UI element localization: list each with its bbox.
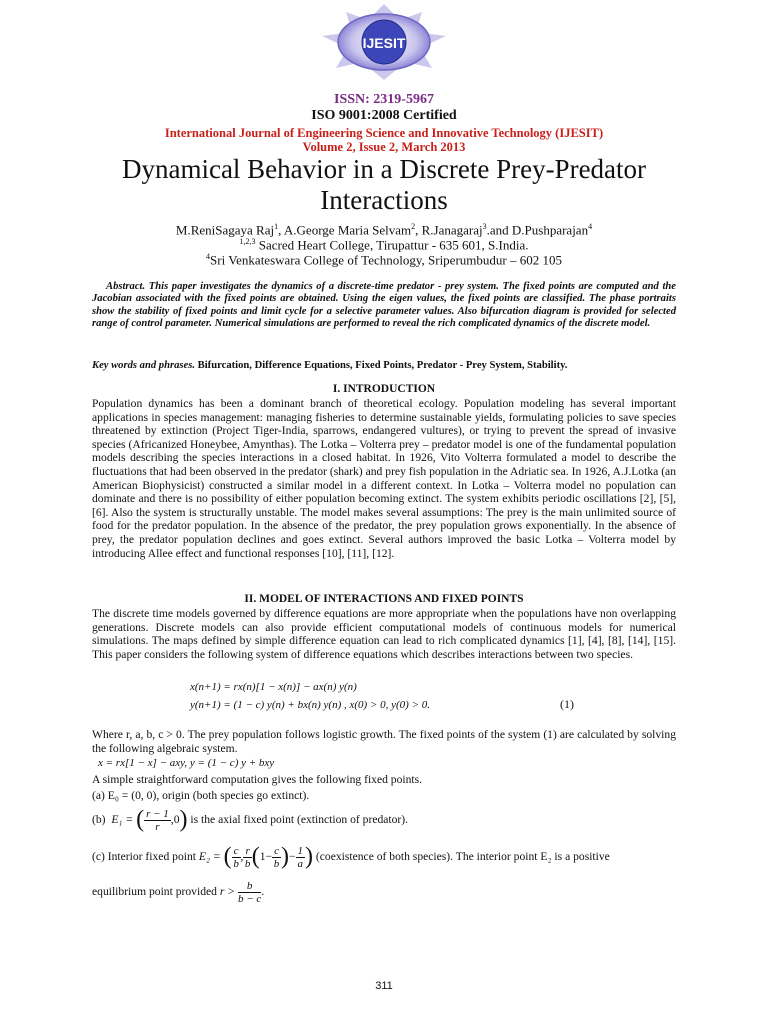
fixed-point-b-fraction: $\frac{r - 1}{r}$ — [146, 808, 169, 833]
iso-certification: ISO 9001:2008 Certified — [311, 108, 457, 123]
equilibrium-condition: equilibrium point provided r > $\frac{b}{b - c}$ . — [92, 880, 265, 905]
condition-text: equilibrium point provided — [92, 885, 217, 899]
affiliation-2-text: Sri Venkateswara College of Technology, Sriperumbudur – 602 105 — [210, 252, 562, 268]
fixed-point-c-text: (coexistence of both species). The interior point E₂ is a positive — [315, 850, 610, 864]
fixed-point-b-label: (b) — [92, 813, 106, 827]
volume-issue: Volume 2, Issue 2, March 2013 — [302, 140, 466, 154]
equation-number: (1) — [560, 697, 574, 711]
affiliation-2 — [0, 249, 768, 267]
fixed-point-b: (b) E₁ = ( $\frac{r - 1}{r}$ ,0) is the axial fixed point (extinction of predator). — [92, 806, 409, 833]
author-4: .and D.Pushparajan — [486, 222, 589, 238]
abstract-lead: Abstract. — [106, 281, 146, 292]
page-number: 311 — [375, 980, 393, 992]
section-2-text: The discrete time models governed by difference equations are more appropriate when the populations have non overlapping generations. Discrete models can also provide efficient computational models of continuous models for numerical simulations. The maps defined by simple difference equation can lead to rich complicated dynamics [1], [4], [8], [14], [15]. This paper considers the following system of difference equations which describes interactions between two species. — [92, 607, 676, 661]
section-1-text: Population dynamics has been a dominant branch of theoretical ecology. Population modeling has several important applications in species management: managing fisheries to determine sustainable yields, formulating policies to save species threatened by extinction (Project Tiger-India, sparrows, endangered vultures), or trying to prevent the spread of invasive species (Africanized Honeybee, Amynthas). The Lotka – Volterra prey – predator model is one of the fundamental population models describing the species interactions in a closed habitat. In 1926, Vito Volterra formulated a model to describe the fluctuations that had been observed in the predator (shark) and prey fish population in the Adriatic sea. In 1926, A.J.Lotka (an American Biophysicist) constructed a similar model in a different context. In Lotka – Volterra model no population can dominate and there is no possibility of either population becoming extinct. The system exhibits periodic oscillations [2], [5], [6]. Also the system is structurally unstable. The model makes several assumptions: The prey is the main unlimited source of food for the predator population. In the absence of the predator, the prey population grows exponentially. In the absence of prey, the predator population declines and goes extinct. Several authors improved the basic Lotka – Volterra model by introducing Allee effect and functional responses [10], [11], [12]. — [92, 397, 676, 560]
keywords-lead: Key words and phrases. — [92, 360, 196, 371]
equation-2: x = rx[1 − x] − axy, y = (1 − c) y + bxy — [98, 757, 275, 769]
issn: ISSN: 2319-5967 — [334, 92, 434, 107]
equation-1a: x(n+1) = rx(n)[1 − x(n)] − ax(n) y(n) — [190, 681, 357, 693]
ijesit-logo — [304, 2, 464, 82]
section-2-paragraph-2: Where r, a, b, c > 0. The prey population follows logistic growth. The fixed points of the system (1) are calculated by solving the following algebraic system. — [92, 728, 676, 755]
affiliation-2-sup: 4 — [206, 252, 211, 261]
affiliation-1-sup: 1,2,3 — [239, 237, 256, 246]
fixed-point-b-text: is the axial fixed point (extinction of predator). — [190, 813, 409, 827]
fixed-point-c-label: (c) Interior fixed point — [92, 850, 196, 864]
author-3: , R.Janagaraj — [415, 222, 483, 238]
abstract-text: This paper investigates the dynamics of a discrete-time predator - prey system. The fixed points are computed and the Jacobian associated with the fixed points are obtained. Using the eigen values, the fixed points are classified. The phase portraits show the stability of fixed points and limit cycle for a selective parameter values. Also bifurcation diagram is provided for selected range of control parameter. Numerical simulations are performed to reveal the rich complicated dynamics of the discrete model. — [92, 281, 676, 330]
section-2-heading: II. MODEL OF INTERACTIONS AND FIXED POINTS — [244, 593, 524, 605]
section-1-heading: I. INTRODUCTION — [332, 383, 436, 395]
fixed-points-intro: A simple straightforward computation gives the following fixed points. — [92, 773, 423, 786]
fixed-point-a: (a) E₀ = (0, 0), origin (both species go extinct). — [92, 789, 310, 802]
author-1-sup: 1 — [274, 222, 279, 231]
equation-1b: y(n+1) = (1 − c) y(n) + bx(n) y(n) , x(0) > 0, y(0) > 0. — [190, 699, 430, 711]
author-4-sup: 4 — [588, 222, 593, 231]
author-2: , A.George Maria Selvam — [278, 222, 412, 238]
author-2-sup: 2 — [411, 222, 416, 231]
author-3-sup: 3 — [482, 222, 487, 231]
logo-text: IJESIT — [362, 35, 406, 51]
journal-name: International Journal of Engineering Science and Innovative Technology (IJESIT) — [164, 126, 604, 140]
keywords-text: Bifurcation, Difference Equations, Fixed Points, Predator - Prey System, Stability. — [197, 360, 568, 371]
abstract — [92, 281, 676, 331]
fixed-point-b-symbol: E₁ = — [111, 813, 134, 827]
author-1: M.ReniSagaya Raj — [175, 222, 275, 238]
fixed-point-c-symbol: E₂ = — [198, 850, 221, 864]
keywords — [92, 360, 676, 371]
condition-symbol: r > — [219, 885, 236, 899]
fixed-point-c: (c) Interior fixed point E₂ = ( $\frac{c}{b}$ , $\frac{r}{b}$ (1− $\frac{c}{b}$ )− $\frac{1}{a}$ ) (coexistence of both species). The interior point E₂ is a positive — [92, 843, 610, 870]
affiliation-1-text: Sacred Heart College, Tirupattur - 635 601, S.India. — [258, 237, 529, 253]
condition-fraction: $\frac{b}{b - c}$ — [238, 880, 262, 905]
paper-title: Dynamical Behavior in a Discrete Prey-Predator Interactions — [121, 154, 647, 215]
